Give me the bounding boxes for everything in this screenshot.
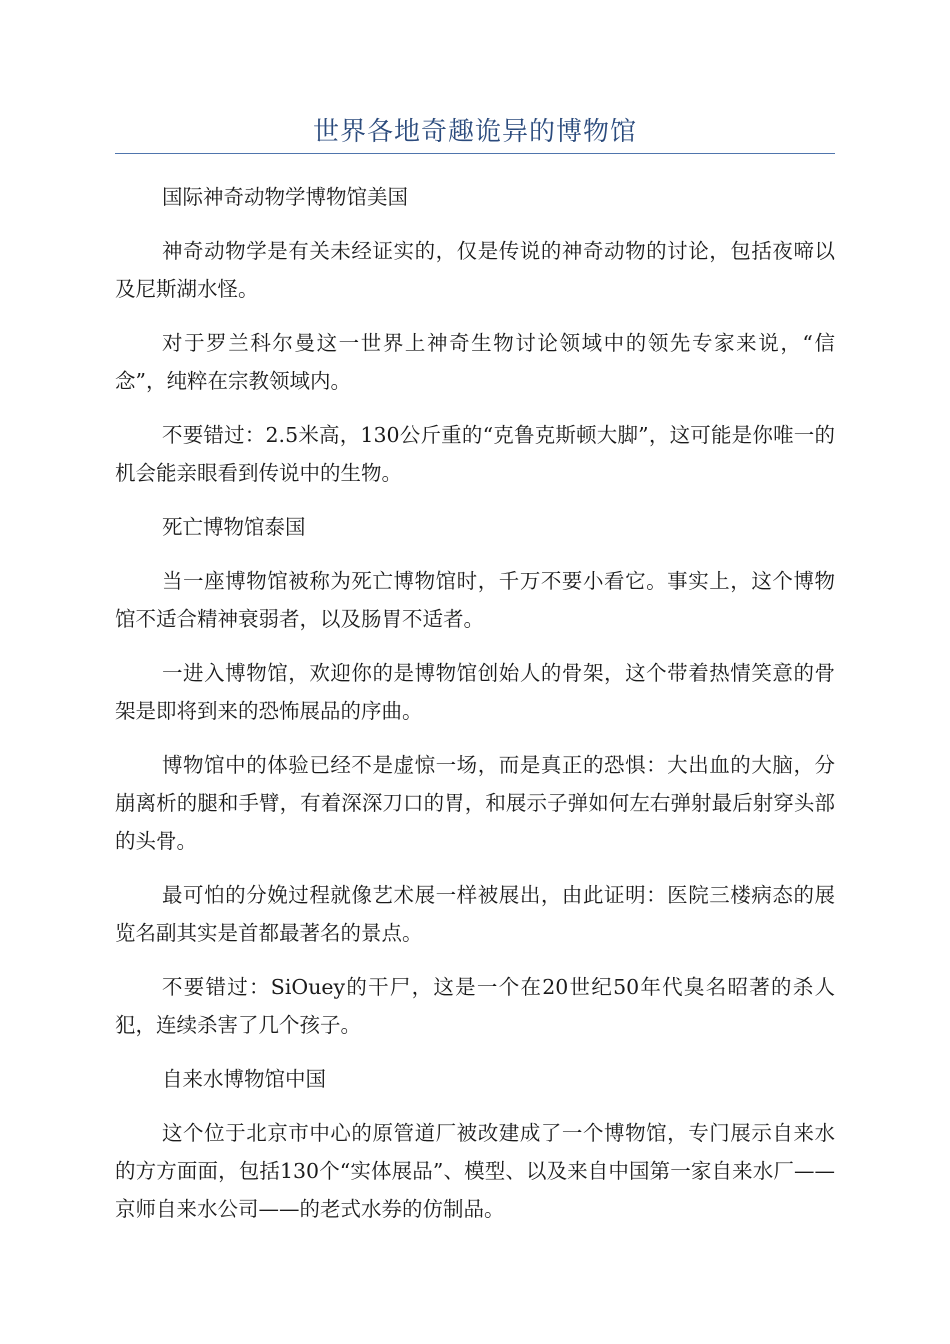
title-underline [115, 153, 835, 154]
paragraph-heading: 自来水博物馆中国 [162, 1067, 326, 1091]
paragraph: 神奇动物学是有关未经证实的，仅是传说的神奇动物的讨论，包括夜啼以及尼斯湖水怪。 [115, 239, 835, 301]
paragraph: 这个位于北京市中心的原管道厂被改建成了一个博物馆，专门展示自来水的方方面面，包括130个“实体展品”、模型、以及来自中国第一家自来水厂——京师自来水公司——的老式水券的仿制品。 [115, 1121, 835, 1221]
document-title: 世界各地奇趣诡异的博物馆 [312, 117, 637, 147]
paragraph-heading: 死亡博物馆泰国 [162, 515, 306, 539]
paragraph: 博物馆中的体验已经不是虚惊一场，而是真正的恐惧：大出血的大脑，分崩离析的腿和手臂，有着深深刀口的胃，和展示子弹如何左右弹射最后射穿头部的头骨。 [115, 753, 835, 853]
document-body [115, 178, 835, 1244]
paragraph: 当一座博物馆被称为死亡博物馆时，千万不要小看它。事实上，这个博物馆不适合精神衰弱者，以及肠胃不适者。 [115, 569, 835, 631]
paragraph: 不要错过：2.5米高，130公斤重的“克鲁克斯顿大脚”，这可能是你唯一的机会能亲眼看到传说中的生物。 [115, 423, 835, 485]
paragraph: 一进入博物馆，欢迎你的是博物馆创始人的骨架，这个带着热情笑意的骨架是即将到来的恐怖展品的序曲。 [115, 661, 835, 723]
paragraph-heading: 国际神奇动物学博物馆美国 [162, 185, 408, 209]
paragraph: 不要错过：SiOuey的干尸，这是一个在20世纪50年代臭名昭著的杀人犯，连续杀害了几个孩子。 [115, 975, 835, 1037]
paragraph: 对于罗兰科尔曼这一世界上神奇生物讨论领域中的领先专家来说，“信念”，纯粹在宗教领域内。 [115, 331, 835, 393]
paragraph: 最可怕的分娩过程就像艺术展一样被展出，由此证明：医院三楼病态的展览名副其实是首都最著名的景点。 [115, 883, 835, 945]
